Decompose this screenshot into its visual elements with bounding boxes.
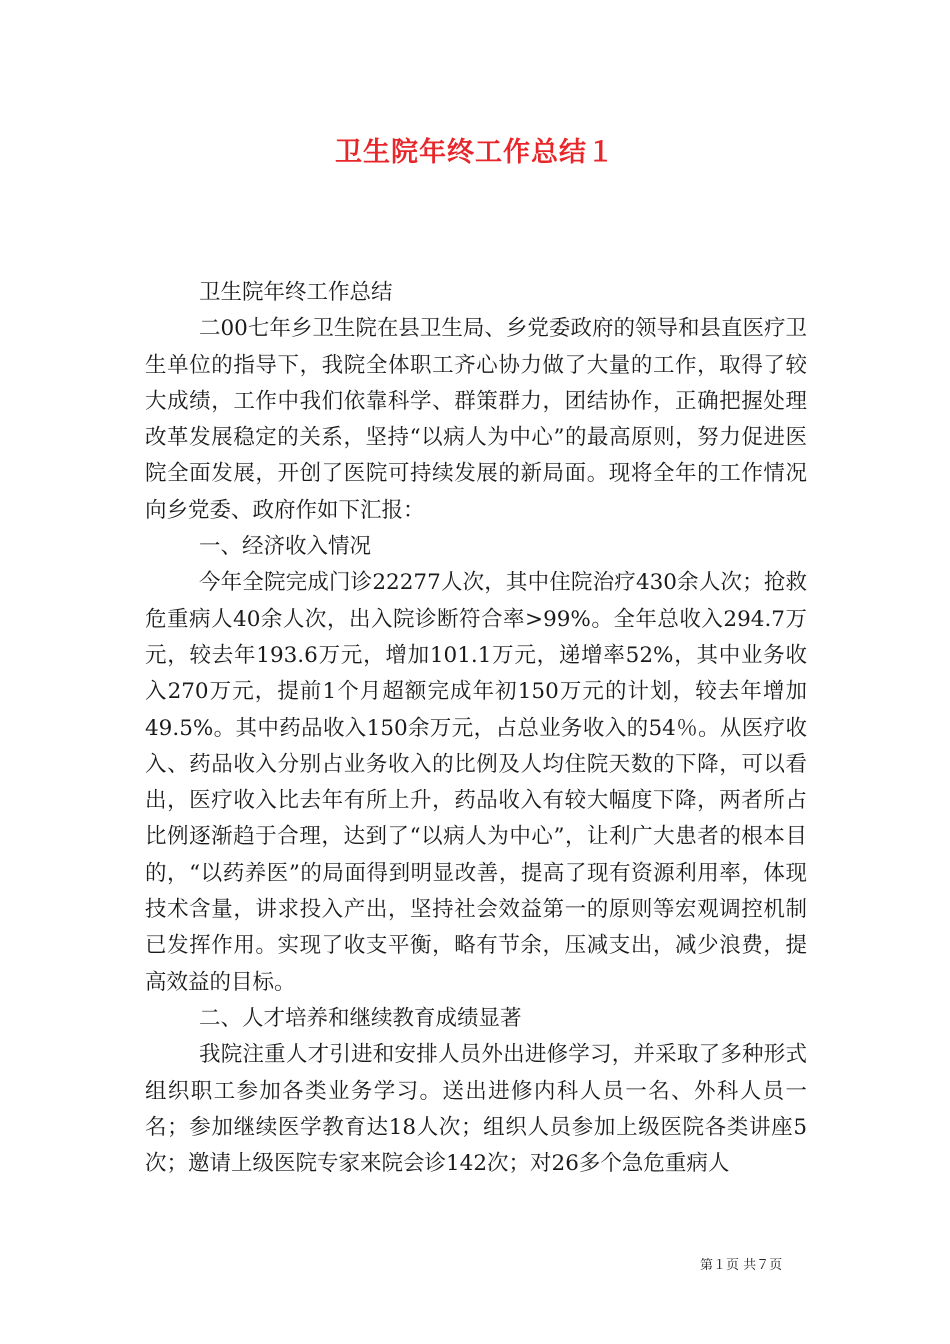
paragraph-intro: 二00七年乡卫生院在县卫生局、乡党委政府的领导和县直医疗卫生单位的指导下，我院全体职工齐心协力做了大量的工作，取得了较大成绩，工作中我们依靠科学、群策群力，团结协作，正确把握处理改革发展稳定的关系，坚持“以病人为中心”的最高原则，努力促进医院全面发展，开创了医院可持续发展的新局面。现将全年的工作情况向乡党委、政府作如下汇报： xyxy=(145,316,807,523)
document-title: 卫生院年终工作总结１ xyxy=(335,137,615,168)
document-body xyxy=(145,275,807,1182)
paragraph-economic-income: 今年全院完成门诊22277人次，其中住院治疗430余人次；抢救危重病人40余人次，出入院诊断符合率>99%。全年总收入294.7万元，较去年193.6万元，增加101.1万元，递增率52%，其中业务收入270万元，提前1个月超额完成年初150万元的计划，较去年增加49.5%。其中药品收入150余万元，占总业务收入的54％。从医疗收入、药品收入分别占业务收入的比例及人均住院天数的下降，可以看出，医疗收入比去年有所上升，药品收入有较大幅度下降，两者所占比例逐渐趋于合理，达到了“以病人为中心”，让利广大患者的根本目的，“以药养医”的局面得到明显改善，提高了现有资源利用率，体现技术含量，讲求投入产出，坚持社会效益第一的原则等宏观调控机制已发挥作用。实现了收支平衡，略有节余，压减支出，减少浪费，提高效益的目标。 xyxy=(145,570,807,995)
section-heading-talent-training: 二、人才培养和继续教育成绩显著 xyxy=(199,1005,522,1031)
paragraph-talent-training: 我院注重人才引进和安排人员外出进修学习，并采取了多种形式组织职工参加各类业务学习。送出进修内科人员一名、外科人员一名；参加继续医学教育达18人次；组织人员参加上级医院各类讲座5次；邀请上级医院专家来院会诊142次；对26多个急危重病人 xyxy=(145,1042,807,1177)
document-subtitle: 卫生院年终工作总结 xyxy=(199,280,393,305)
section-heading-economic-income: 一、经济收入情况 xyxy=(199,534,372,560)
page-number: 第１页 共７页 xyxy=(700,1258,783,1273)
